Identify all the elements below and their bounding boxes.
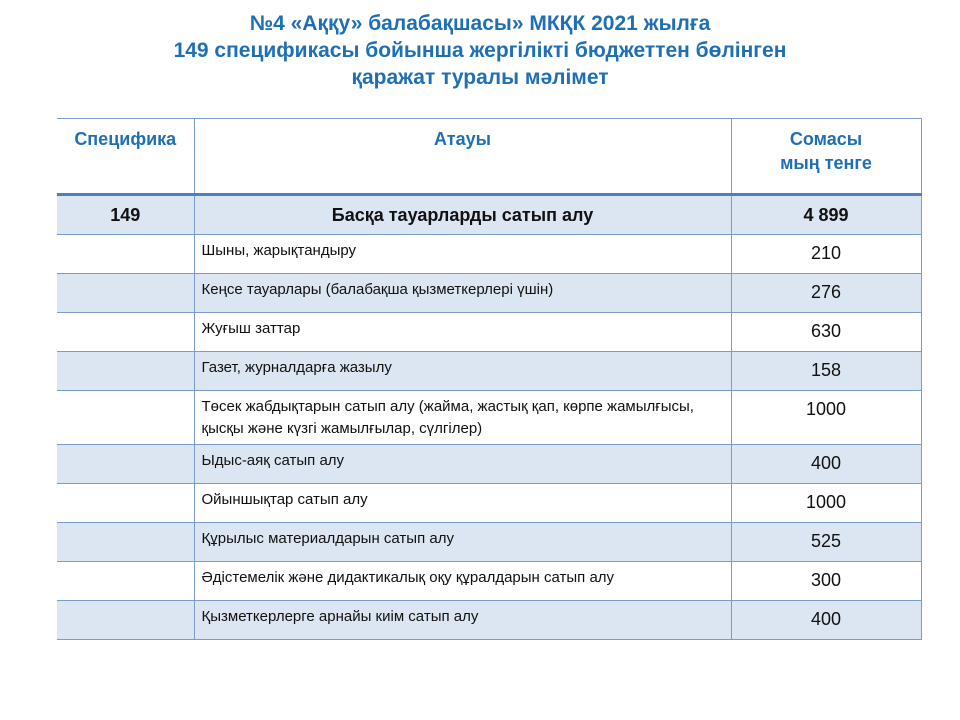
table-row [57,235,921,274]
slide-title [0,10,960,91]
row-amount: 158 [731,352,921,391]
budget-table [57,118,922,640]
table-row [57,313,921,352]
row-spec [57,352,194,391]
row-amount: 1000 [731,391,921,445]
row-name: Ыдыс-аяқ сатып алу [194,445,731,484]
row-amount: 630 [731,313,921,352]
row-amount: 400 [731,601,921,640]
total-amount: 4 899 [731,195,921,235]
total-spec: 149 [57,195,194,235]
row-name: Әдістемелік және дидактикалық оқу құралдарын сатып алу [194,562,731,601]
row-amount: 1000 [731,484,921,523]
header-amount-line2: мың тенге [780,153,872,173]
row-spec [57,313,194,352]
row-amount: 210 [731,235,921,274]
table-row [57,445,921,484]
table-row [57,523,921,562]
row-spec [57,445,194,484]
row-spec [57,274,194,313]
title-line-1: №4 «Аққу» балабақшасы» МКҚК 2021 жылға [249,12,711,35]
total-name: Басқа тауарларды сатып алу [194,195,731,235]
row-name: Құрылыс материалдарын сатып алу [194,523,731,562]
row-amount: 525 [731,523,921,562]
row-spec [57,523,194,562]
row-amount: 276 [731,274,921,313]
table-row [57,562,921,601]
header-spec: Специфика [57,119,194,195]
row-name: Жуғыш заттар [194,313,731,352]
row-name: Шыны, жарықтандыру [194,235,731,274]
row-name: Төсек жабдықтарын сатып алу (жайма, жастық қап, көрпе жамылғысы, қысқы және күзгі жамылғылар, сүлгілер) [194,391,731,445]
row-name: Кеңсе тауарлары (балабақша қызметкерлері үшін) [194,274,731,313]
row-amount: 400 [731,445,921,484]
header-amount-line1: Сомасы [789,129,863,149]
table-row [57,391,921,445]
header-amount [731,119,921,195]
row-spec [57,562,194,601]
header-name: Атауы [194,119,731,195]
row-name: Ойыншықтар сатып алу [194,484,731,523]
table-row [57,601,921,640]
table-row [57,352,921,391]
row-spec [57,484,194,523]
row-amount: 300 [731,562,921,601]
row-name: Газет, журналдарға жазылу [194,352,731,391]
row-name: Қызметкерлерге арнайы киім сатып алу [194,601,731,640]
table-row [57,274,921,313]
header-row [57,119,921,195]
row-spec [57,235,194,274]
row-spec [57,391,194,445]
title-line-2: 149 спецификасы бойынша жергілікті бюджеттен бөлінген [173,39,787,62]
title-line-3: қаражат туралы мәлімет [351,66,609,89]
row-spec [57,601,194,640]
total-row [57,195,921,235]
table-row [57,484,921,523]
